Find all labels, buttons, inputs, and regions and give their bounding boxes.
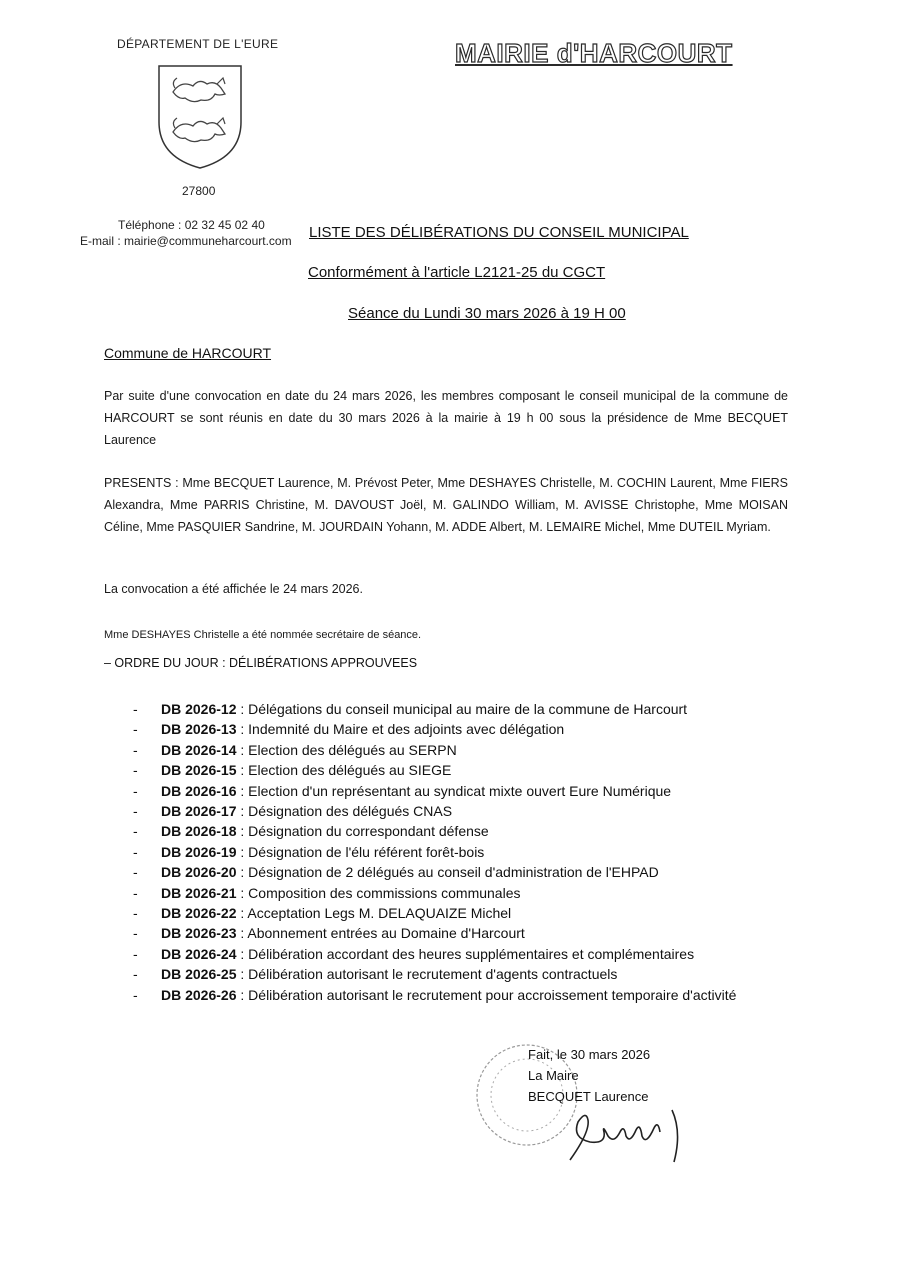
email-address: E-mail : mairie@communeharcourt.com [80, 234, 292, 248]
convocation-paragraph: Par suite d'une convocation en date du 24 mars 2026, les membres composant le conseil municipal de la commune de HARCOURT se sont réunis en date du 30 mars 2026 à la mairie à 19 h 00 sous la présidence de Mme BECQUET Laurence [104, 389, 788, 447]
list-item [133, 781, 773, 801]
deliberation-ref: DB 2026-25 [161, 966, 237, 983]
deliberation-text: : Désignation de 2 délégués au conseil d'administration de l'EHPAD [236, 864, 659, 881]
signature-block [528, 1044, 650, 1107]
bullet-dash: - [133, 701, 138, 717]
bullet-dash: - [133, 803, 138, 820]
list-item [133, 699, 773, 719]
deliberation-ref: DB 2026-22 [161, 905, 237, 922]
document-subtitle: Conformément à l'article L2121-25 du CGCT [308, 264, 606, 281]
deliberation-ref: DB 2026-24 [161, 945, 237, 962]
list-item [133, 719, 773, 739]
bullet-dash: - [133, 986, 138, 1003]
list-item [133, 923, 773, 943]
list-item [133, 842, 773, 862]
coat-of-arms-icon [155, 62, 245, 172]
postal-code: 27800 [182, 184, 216, 198]
list-item [133, 985, 773, 1005]
deliberation-text: : Désignation de l'élu référent forêt-bois [236, 843, 485, 860]
deliberation-ref: DB 2026-14 [161, 741, 237, 758]
department-label: DÉPARTEMENT DE L'EURE [117, 37, 279, 51]
list-item [133, 801, 773, 821]
deliberation-text: : Composition des commissions communales [236, 884, 521, 901]
document-title: LISTE DES DÉLIBÉRATIONS DU CONSEIL MUNICIPAL [309, 224, 689, 241]
bullet-dash: - [133, 905, 138, 922]
deliberation-text: : Abonnement entrées au Domaine d'Harcourt [236, 925, 525, 942]
deliberation-ref: DB 2026-13 [161, 721, 237, 738]
list-item [133, 883, 773, 903]
mairie-title: MAIRIE d'HARCOURT [455, 38, 733, 68]
commune-heading: Commune de HARCOURT [104, 345, 272, 361]
list-item [133, 740, 773, 760]
bullet-dash: - [133, 966, 138, 983]
signature-name: BECQUET Laurence [528, 1089, 649, 1104]
bullet-dash: - [133, 884, 138, 901]
deliberation-ref: DB 2026-18 [161, 823, 237, 840]
deliberation-ref: DB 2026-21 [161, 884, 237, 901]
presents-paragraph: PRESENTS : Mme BECQUET Laurence, M. Prévost Peter, Mme DESHAYES Christelle, M. COCHIN Laurent, Mme FIERS Alexandra, Mme PARRIS Christine, M. DAVOUST Joël, M. GALINDO William, M. AVISSE Christophe, Mme MOISAN Céline, Mme PASQUIER Sandrine, M. JOURDAIN Yohann, M. ADDE Albert, M. LEMAIRE Michel, Mme DUTEIL Myriam. [104, 476, 788, 534]
deliberation-text: : Délégations du conseil municipal au maire de la commune de Harcourt [236, 701, 688, 717]
ordre-du-jour-heading: – ORDRE DU JOUR : DÉLIBÉRATIONS APPROUVEES [104, 656, 418, 670]
list-item [133, 903, 773, 923]
bullet-dash: - [133, 823, 138, 840]
deliberation-text: : Délibération autorisant le recrutement pour accroissement temporaire d'activité [236, 986, 737, 1003]
deliberation-ref: DB 2026-12 [161, 701, 237, 717]
deliberation-ref: DB 2026-17 [161, 803, 237, 820]
deliberation-ref: DB 2026-26 [161, 986, 237, 1003]
bullet-dash: - [133, 782, 138, 799]
handwritten-signature-icon [560, 1102, 700, 1172]
bullet-dash: - [133, 721, 138, 738]
deliberation-text: : Acceptation Legs M. DELAQUAIZE Michel [236, 905, 512, 922]
deliberation-text: : Election d'un représentant au syndicat mixte ouvert Eure Numérique [236, 782, 672, 799]
list-item [133, 944, 773, 964]
list-item [133, 821, 773, 841]
list-item [133, 964, 773, 984]
signature-role: La Maire [528, 1068, 579, 1083]
deliberation-text: : Désignation des délégués CNAS [236, 803, 453, 820]
affichage-paragraph: La convocation a été affichée le 24 mars 2026. [104, 582, 363, 596]
deliberation-text: : Election des délégués au SIEGE [236, 762, 452, 779]
deliberation-ref: DB 2026-23 [161, 925, 237, 942]
list-item [133, 862, 773, 882]
signature-date: Fait, le 30 mars 2026 [528, 1047, 651, 1062]
deliberation-text: : Election des délégués au SERPN [236, 741, 457, 758]
deliberation-text: : Délibération autorisant le recrutement d'agents contractuels [236, 966, 618, 983]
bullet-dash: - [133, 843, 138, 860]
deliberation-ref: DB 2026-16 [161, 782, 237, 799]
secretaire-paragraph: Mme DESHAYES Christelle a été nommée secrétaire de séance. [104, 629, 422, 641]
session-date: Séance du Lundi 30 mars 2026 à 19 H 00 [348, 305, 626, 322]
deliberation-text: : Désignation du correspondant défense [236, 823, 489, 840]
bullet-dash: - [133, 762, 138, 779]
deliberation-text: : Délibération accordant des heures supplémentaires et complémentaires [236, 945, 695, 962]
bullet-dash: - [133, 741, 138, 758]
deliberation-ref: DB 2026-15 [161, 762, 237, 779]
deliberations-list [133, 699, 773, 1005]
deliberation-text: : Indemnité du Maire et des adjoints avec délégation [236, 721, 565, 738]
deliberation-ref: DB 2026-20 [161, 864, 237, 881]
bullet-dash: - [133, 864, 138, 881]
bullet-dash: - [133, 925, 138, 942]
phone-number: Téléphone : 02 32 45 02 40 [118, 218, 265, 232]
bullet-dash: - [133, 945, 138, 962]
deliberation-ref: DB 2026-19 [161, 843, 237, 860]
list-item [133, 760, 773, 780]
